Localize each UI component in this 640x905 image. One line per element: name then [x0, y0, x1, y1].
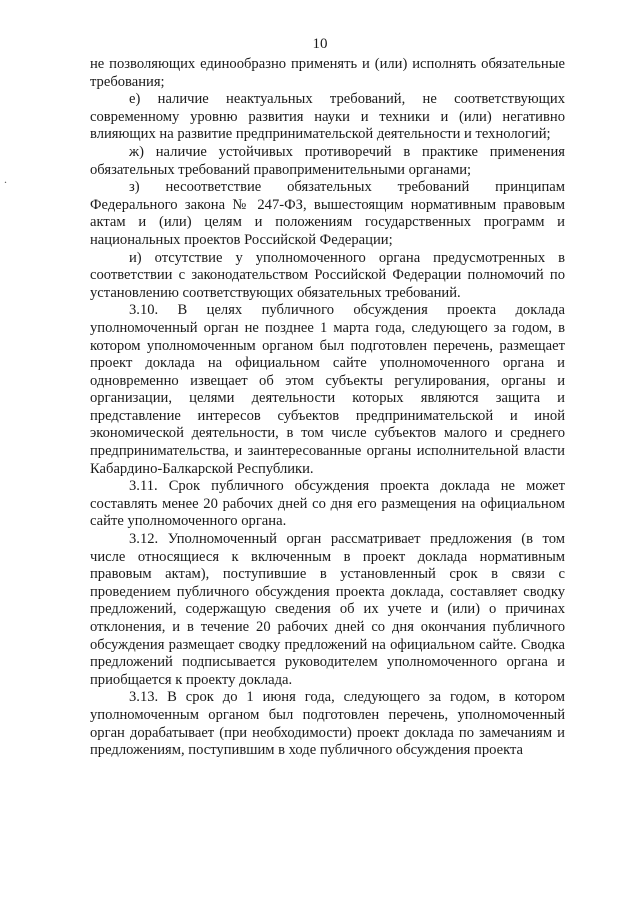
paragraph-3-12: 3.12. Уполномоченный орган рассматривает предложения (в том числе относящиеся к включенным в проект доклада нормативным правовым актам), поступившие в установленный срок в связи с проведением публичного обсуждения проекта доклада, составляет сводку предложений, содержащую сведения об их учете и (или) о причинах отклонения, и в течение 20 рабочих дней со дня окончания публичного обсуждения размещает сводку предложений на официальном сайте. Сводка предложений подписывается руководителем уполномоченного органа и приобщается к проекту доклада. — [90, 531, 565, 688]
paragraph-item-z: з) несоответствие обязательных требований принципам Федерального закона № 247-ФЗ, вышестоящим нормативным правовым актам и (или) целям и положениям государственных программ и национальных проектов Российской Федерации; — [90, 179, 565, 248]
paragraph-3-11: 3.11. Срок публичного обсуждения проекта доклада не может составлять менее 20 рабочих дней со дня его размещения на официальном сайте уполномоченного органа. — [90, 478, 565, 530]
body-text — [90, 56, 565, 760]
paragraph-continuation: не позволяющих единообразно применять и (или) исполнять обязательные требования; — [90, 56, 565, 90]
paragraph-3-13: 3.13. В срок до 1 июня года, следующего за годом, в котором уполномоченным органом был подготовлен перечень, уполномоченный орган дорабатывает (при необходимости) проект доклада по замечаниям и предложениям, поступившим в ходе публичного обсуждения проекта — [90, 689, 565, 759]
paragraph-item-i: и) отсутствие у уполномоченного органа предусмотренных в соответствии с законодательством Российской Федерации полномочий по установлению соответствующих обязательных требований. — [90, 249, 565, 301]
margin-mark: . — [4, 172, 7, 186]
paragraph-item-zh: ж) наличие устойчивых противоречий в практике применения обязательных требований правоприменительными органами; — [90, 143, 565, 178]
paragraph-3-10: 3.10. В целях публичного обсуждения проекта доклада уполномоченный орган не позднее 1 марта года, следующего за годом, в котором уполномоченным органом был подготовлен перечень, размещает проект доклада на официальном сайте уполномоченного органа и одновременно извещает об этом субъекты регулирования, органы и организации, целями деятельности которых являются защита и представление интересов субъектов предпринимательской и иной экономической деятельности, в том числе субъектов малого и среднего предпринимательства, и заинтересованные органы исполнительной власти Кабардино-Балкарской Республики. — [90, 302, 565, 477]
paragraph-item-e: е) наличие неактуальных требований, не соответствующих современному уровню развития науки и техники и (или) негативно влияющих на развитие предпринимательской деятельности и технологий; — [90, 91, 565, 143]
page-number: 10 — [312, 36, 328, 52]
